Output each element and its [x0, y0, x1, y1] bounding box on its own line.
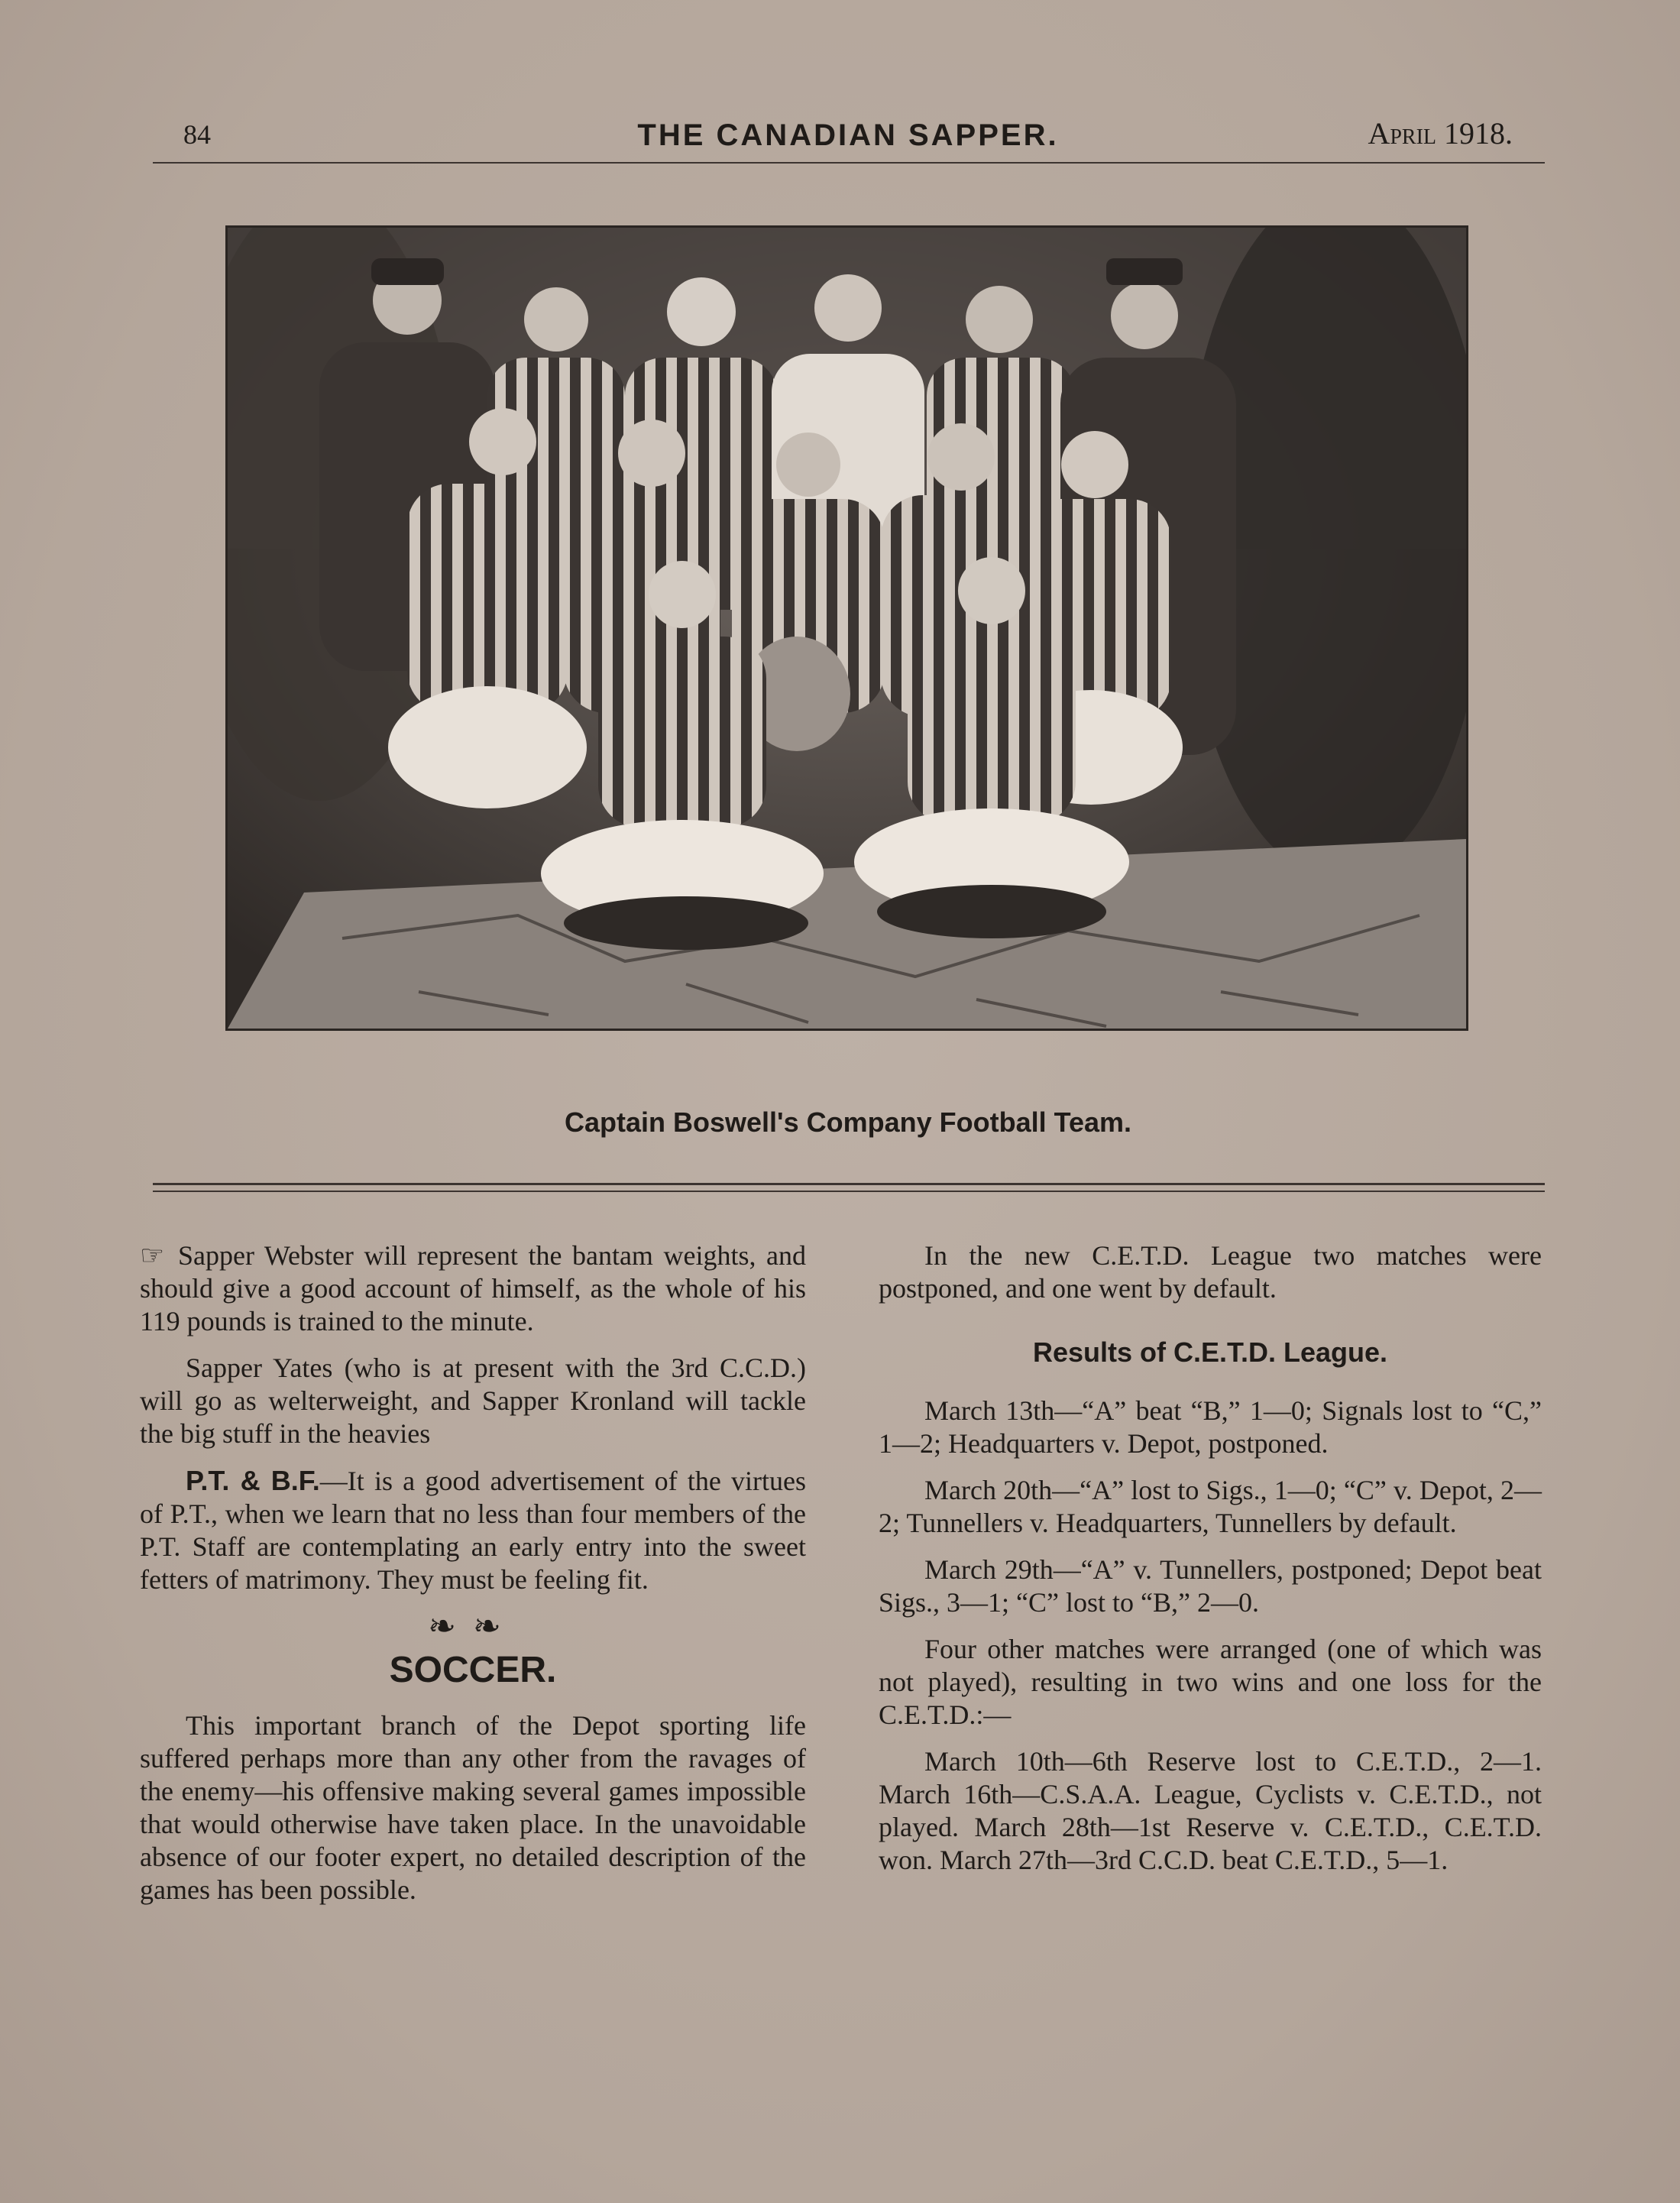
page-header [153, 111, 1543, 157]
section-rule-top [153, 1183, 1545, 1185]
paragraph: Four other matches were arranged (one of which was not played), resulting in two wins and one loss for the C.E.T.D.:— [879, 1634, 1542, 1730]
paragraph-text: —It is a good advertisement of the virtues of P.T., when we learn that no less than four members of the P.T. Staff are contemplating an early entry into the sweet fetters of matrimony. They must be feeling fit. [140, 1466, 806, 1595]
fleuron-ornament-icon: ❧❧ [428, 1608, 518, 1645]
page-number: 84 [183, 119, 211, 150]
photo-caption: Captain Boswell's Company Football Team. [564, 1106, 1131, 1138]
team-photograph [225, 225, 1468, 1031]
paragraph-text: Sapper Webster will represent the bantam weights, and should give a good account of himself, as the whole of his 119 pounds is trained to the minute. [140, 1240, 806, 1336]
subheading: Results of C.E.T.D. League. [1032, 1336, 1388, 1368]
pointing-hand-icon: ☞ [140, 1240, 165, 1271]
section-rule-bottom [153, 1191, 1545, 1192]
header-rule [153, 162, 1545, 164]
section-heading: SOCCER. [389, 1650, 557, 1690]
left-column [140, 1239, 806, 1920]
paragraph [140, 1239, 806, 1338]
right-column [879, 1239, 1542, 1890]
paragraph: In the new C.E.T.D. League two matches were postponed, and one went by default. [879, 1240, 1542, 1304]
paragraph: March 10th—6th Reserve lost to C.E.T.D., 2—1. March 16th—C.S.A.A. League, Cyclists v. C.E.T.D., not played. March 28th—1st Reserve v. C.E.T.D., C.E.T.D. won. March 27th—3rd C.C.D. beat C.E.T.D., 5—1. [879, 1746, 1542, 1875]
runin-heading: P.T. & B.F. [186, 1465, 320, 1496]
paragraph: This important branch of the Depot sporting life suffered perhaps more than any other from the ravages of the enemy—his offensive making several games impossible that would otherwise have taken place. In the unavoidable absence of our footer expert, no detailed description of the games has been possible. [140, 1710, 806, 1905]
paragraph: Sapper Yates (who is at present with the 3rd C.C.D.) will go as welterweight, and Sapper Kronland will tackle the big stuff in the heavies [140, 1353, 806, 1449]
paragraph: March 29th—“A” v. Tunnellers, postponed; Depot beat Sigs., 3—1; “C” lost to “B,” 2—0. [879, 1554, 1542, 1618]
paragraph [140, 1464, 806, 1596]
photo-illustration [228, 228, 1466, 1029]
journal-title: THE CANADIAN SAPPER. [637, 118, 1059, 152]
paragraph: March 20th—“A” lost to Sigs., 1—0; “C” v. Depot, 2—2; Tunnellers v. Headquarters, Tunnellers by default. [879, 1475, 1542, 1538]
issue-date: April 1918. [1368, 116, 1513, 151]
paragraph: March 13th—“A” beat “B,” 1—0; Signals lost to “C,” 1—2; Headquarters v. Depot, postponed. [879, 1395, 1542, 1459]
